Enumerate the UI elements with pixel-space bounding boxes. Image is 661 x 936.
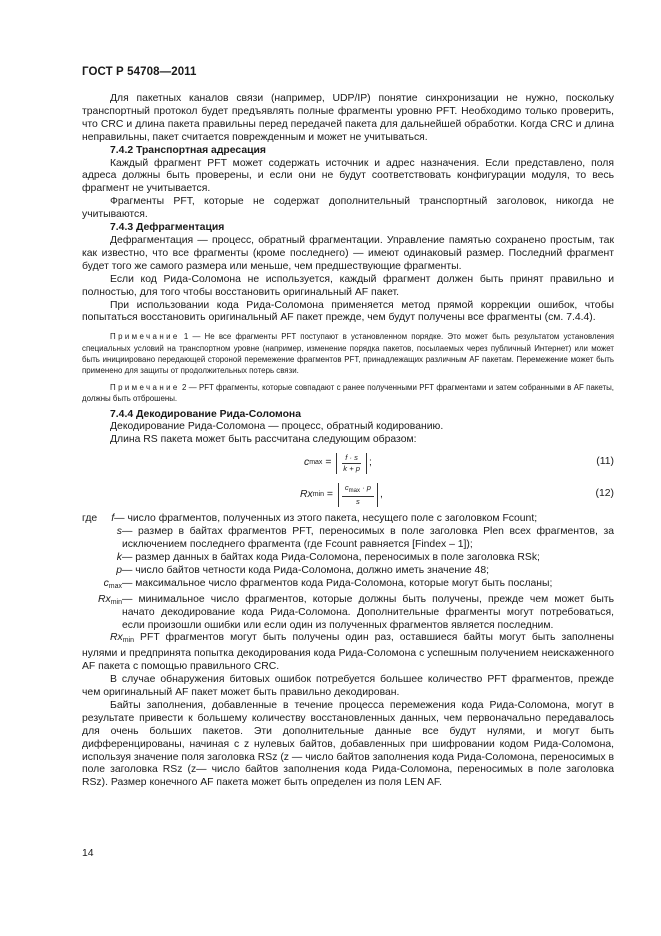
definition-term-sub: min	[110, 598, 122, 606]
note-2	[82, 382, 614, 404]
definition-term: s	[116, 526, 122, 538]
definition-text: — минимальное число фрагментов, которые должны быть получены, прежде чем может быть начато декодирование кода Рида-Соломона. Дополнительные фрагменты могут потребоваться, если произошли ошибки или если один из полученных фрагментов является последним.	[122, 593, 614, 631]
paragraph	[82, 632, 614, 674]
document-body	[82, 93, 614, 790]
definition-item	[82, 513, 614, 526]
definition-term-wrap	[82, 594, 122, 633]
formula-number: (11)	[596, 456, 614, 468]
formula-11	[82, 449, 614, 479]
note-label: Примечание	[110, 383, 180, 393]
definition-term-sub: max	[108, 582, 122, 590]
inline-term: Rx	[110, 632, 123, 644]
paragraph: Фрагменты PFT, которые не содержат дополнительный транспортный заголовок, никогда не учитываются.	[82, 196, 614, 221]
formula-lhs: Rx	[300, 488, 313, 500]
definition-term: c	[103, 577, 109, 589]
section-heading-7-4-2: 7.4.2 Транспортная адресация	[110, 144, 266, 156]
formula-lhs-sub: min	[312, 490, 324, 498]
section-heading-7-4-4: 7.4.4 Декодирование Рида-Соломона	[110, 408, 301, 420]
formula-numerator-sub: max	[348, 488, 360, 495]
formula-12	[82, 481, 614, 511]
definition-item	[82, 578, 614, 594]
definition-text: — число фрагментов, полученных из этого пакета, несущего поле с заголовком Fcount;	[114, 513, 538, 525]
definition-term: k	[116, 551, 122, 563]
paragraph: Длина RS пакета может быть рассчитана следующим образом:	[110, 434, 417, 446]
definition-text: — размер данных в байтах кода Рида-Соломона, переносимых в поле заголовка RSk;	[122, 551, 540, 563]
formula-eq: =	[323, 488, 336, 500]
definition-term-wrap	[82, 578, 122, 594]
paragraph: Байты заполнения, добавленные в течение процесса перемежения кода Рида-Соломона, могут в результате привести к большему количеству восстановленных данных, чем первоначально передавалось для очень больших пакетов. Эти дополнительные данные все будут нулями, и могут быть дифференцированы, начиная с z нулевых байтов, добавленных при шифровании кодом Рида-Соломона, используя значение поля заголовка RSz (z — число байтов заполнения кода Рида-Соломона, переносимых в поле заголовка RSz (z— число байтов заполнения кода Рида-Соломона, переносимых в поле заголовка RSz). Размер конечного AF пакета может быть определен из поля LEN AF.	[82, 699, 614, 789]
formula-number: (12)	[595, 488, 614, 500]
formula-numerator: f · s	[342, 453, 361, 464]
definition-item	[82, 594, 614, 633]
inline-term-sub: min	[122, 637, 134, 645]
formula-lhs-sub: max	[309, 458, 323, 466]
paragraph: Для пакетных каналов связи (например, UDP/IP) понятие синхронизации не нужно, поскольку транспортный протокол будет предъявлять полные фрагменты уровню PFT. Необходимо только проверить, что CRC и длина пакета правильны перед передачей пакета для дальнейшей обработки. Когда CRC и длина неправильны, пакет считается поврежденным и может не учитываться.	[82, 93, 614, 143]
note-label: Примечание	[110, 332, 180, 342]
note-text: 2 — PFT фрагменты, которые совпадают с ранее полученными PFT фрагментами и затем собранными в AF пакеты, должны быть отброшены.	[82, 383, 614, 404]
formula-numerator-tail: · p	[359, 483, 371, 493]
formula-numerator	[342, 483, 374, 497]
formula-tail: ,	[379, 488, 383, 500]
paragraph: При использовании кода Рида-Соломона применяется метод прямой коррекции ошибок, чтобы попытаться восстановить оригинальный AF пакет прежде, чем будут получены все фрагменты (см. 7.4.4).	[82, 299, 614, 324]
definition-text: — число байтов четности кода Рида-Соломона, должно иметь значение 48;	[122, 564, 489, 576]
paragraph: Каждый фрагмент PFT может содержать источник и адрес назначения. Если представлено, поля адреса должны быть проверены, и если они не будут соответствовать конфигурации модуля, то весь фрагмент не учитывается.	[82, 157, 614, 195]
paragraph: В случае обнаружения битовых ошибок потребуется большее количество PFT фрагментов, прежде чем оригинальный AF пакет может быть правильно декодирован.	[82, 674, 614, 699]
note-text: 1 — Не все фрагменты PFT поступают в установленном порядке. Это может быть результатом установления специальных условий на транспортном уровне (например, изменение порядка пакетов, посылаемых через публичный Интернет) или может быть инициировано передающей стороной перемежение фрагментов PFT, принадлежащих различным AF пакетам. Перемежение может быть применено для защиты от продолжительных потерь связи.	[82, 332, 614, 375]
page-number: 14	[82, 848, 94, 859]
definition-term: Rx	[98, 593, 111, 605]
formula-tail: ;	[368, 456, 372, 468]
formula-denominator: k + p	[343, 463, 360, 473]
paragraph: Декодирование Рида-Соломона — процесс, обратный кодированию.	[110, 421, 444, 433]
definition-item	[82, 565, 614, 578]
definitions-list	[82, 513, 614, 632]
formula-lhs: c	[304, 456, 310, 468]
definition-term: p	[116, 564, 122, 576]
definition-term: f	[111, 513, 115, 525]
section-heading-7-4-3: 7.4.3 Дефрагментация	[110, 222, 225, 234]
definition-text: — максимальное число фрагментов кода Рида-Соломона, которые могут быть посланы;	[122, 577, 553, 589]
definition-item	[82, 552, 614, 565]
definition-item	[82, 526, 614, 552]
formula-eq: =	[322, 456, 335, 468]
paragraph: Если код Рида-Соломона не используется, каждый фрагмент должен быть принят правильно и полностью, для того чтобы восстановить оригинальный AF пакет.	[82, 273, 614, 298]
formula-fraction	[336, 453, 367, 474]
paragraph: Дефрагментация — процесс, обратный фрагментации. Управление памятью сохранено простым, так как известно, что все фрагменты (кроме последнего) — имеют одинаковый размер. Последний фрагмент будет того же самого размера или меньше, чем предшествующие фрагменты.	[82, 234, 614, 272]
document-header: ГОСТ Р 54708—2011	[82, 66, 197, 78]
formula-fraction	[338, 483, 378, 507]
formula-denominator: s	[355, 497, 360, 507]
definition-text: — размер в байтах фрагментов PFT, переносимых в поле заголовка Plen всех фрагментов, за исключением последнего фрагмента (где Fcount равняется [Findex – 1]);	[122, 526, 614, 551]
note-1	[82, 331, 614, 376]
where-label: где	[82, 513, 98, 525]
paragraph-text: PFT фрагментов могут быть получены один раз, оставшиеся байты могут быть заполнены нулями и предпринята попытка декодирования кода Рида-Соломона с успешным получением неискаженного AF пакета с помощью правильного CRC.	[82, 632, 614, 673]
formula-numerator-var: c	[344, 483, 349, 493]
